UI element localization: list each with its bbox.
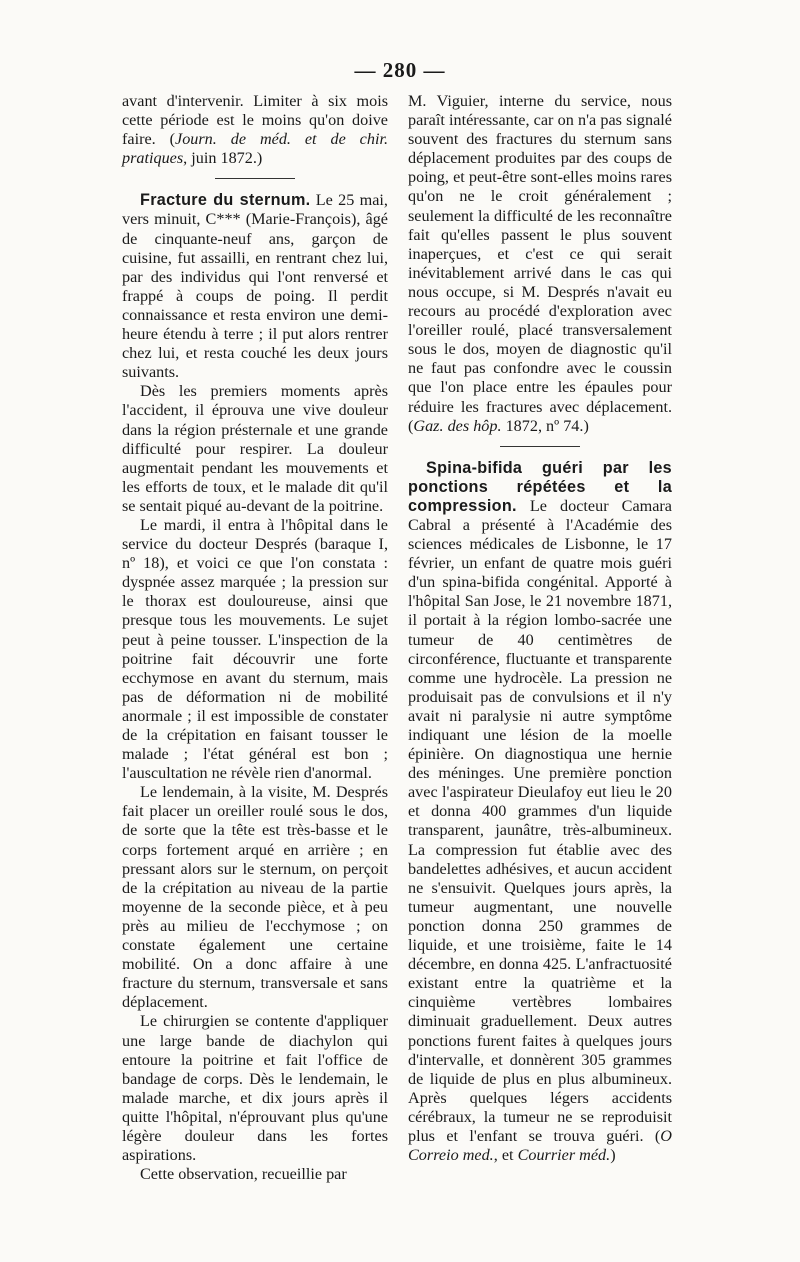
paragraph: Le chirurgien se contente d'appliquer une large bande de diachylon qui entoure la poitrine et fait l'office de bandage de corps. Dès le lendemain, le malade marche, et dix jours après il quitte l'hôpital, n'éprouvant plus qu'une légère douleur dans les fortes aspirations. <box>122 1012 388 1165</box>
right-column <box>408 92 672 1165</box>
citation-source: Courrier méd. <box>517 1146 611 1165</box>
paragraph-text: avant d'intervenir. Limiter à six mois cette période est le moins qu'on doive faire. ( <box>122 92 388 149</box>
section-divider <box>215 178 295 179</box>
paragraph-text: Le 25 mai, vers minuit, C*** (Marie-François), âgé de cinquante-neuf ans, garçon de cuisine, fut assailli, en rentrant chez lui, par des individus qui l'ont renversé et frappé à coups de poing. Il perdit connaissance et resta environ une demi-heure étendu à terre ; il put alors rentrer chez lui, et resta couché les deux jours suivants. <box>122 191 388 382</box>
paragraph: Le mardi, il entra à l'hôpital dans le service du docteur Després (baraque I, nº 18), et voici ce que l'on constata : dyspnée assez marquée ; la pression sur le thorax est douloureuse, ainsi que presque tous les mouvements. Le sujet peut à peine tousser. L'inspection de la poitrine fait découvrir une forte ecchymose en avant du sternum, mais pas de déformation ni de mobilité anormale ; il est impossible de constater de la crépitation en faisant tousser le malade ; l'état général est bon ; l'auscultation ne révèle rien d'anormal. <box>122 515 388 783</box>
paragraph: Dès les premiers moments après l'accident, il éprouva une vive douleur dans la région présternale et une grande difficulté pour respirer. La douleur augmentait pendant les mouvements et les efforts de toux, et le malade dit qu'il se sentait piqué au-devant de la poitrine. <box>122 382 388 515</box>
paragraph: Cette observation, recueillie par <box>140 1165 347 1184</box>
paragraph <box>408 92 672 436</box>
citation-date: , juin 1872.) <box>183 149 263 168</box>
citation-source: O Correio med. <box>408 1126 672 1165</box>
section-heading-spina-bifida: Spina-bifida guéri par les ponctions répétées et la compression. <box>408 458 672 515</box>
paragraph-text: Le docteur Camara Cabral a présenté à l'Académie des sciences médicales de Lisbonne, le 17 février, un enfant de quatre mois guéri d'un spina-bifida congénital. Apporté à l'hôpital San Jose, le 21 novembre 1871, il portait à la région lombo-sacrée une tumeur de 40 centimètres de circonférence, fluctuante et transparente comme une hydrocèle. La pression ne produisait pas de convulsions et il n'y avait ni paralysie ni autre symptôme indiquant une lésion de la moelle épinière. On diagnostiqua une hernie des méninges. Une première ponction avec l'aspirateur Dieulafoy eut lieu le 20 et donna 400 grammes d'un liquide transparent, jaunâtre, très-albumineux. La compression fut établie avec des bandelettes adhésives, et aucun accident ne s'ensuivit. Quelques jours après, la tumeur augmentant, une nouvelle ponction donna 250 grammes de liquide, et une troisième, faite le 14 décembre, en donna 425. L'anfractuosité existant entre la quatrième et la cinquième vertèbres lombaires diminuait graduellement. Deux autres ponctions furent faites à quelques jours d'intervalle, et donnèrent 305 grammes de liquide de plus en plus albumineux. Après quelques légers accidents cérébraux, la tumeur ne se reproduisit plus et l'enfant se trouva guéri. ( <box>408 496 672 1145</box>
paragraph-text: M. Viguier, interne du service, nous paraît intéressante, car on n'a pas signalé souvent des fractures du sternum sans déplacement produites par des coups de poing, et peut-être sont-elles moins rares qu'on ne le croit généralement ; seulement la difficulté de les reconnaître fait qu'elles passent le plus souvent inaperçues, et c'est ce qui serait inévitablement arrivé dans le cas qui nous occupe, si M. Després n'avait eu recours au procédé d'exploration avec l'oreiller roulé, placé transversalement sous le dos, moyen de diagnostic qu'il ne faut pas confondre avec le coussin que l'on place entre les épaules pour réduire les fractures avec déplacement. ( <box>408 92 672 435</box>
citation-date: 1872, nº 74.) <box>501 416 589 435</box>
paragraph <box>408 459 672 1165</box>
citation-source: Journ. de méd. et de chir. pratiques <box>122 130 388 168</box>
page-number: — 280 — <box>354 58 446 82</box>
section-heading-fracture: Fracture du sternum. <box>140 191 311 210</box>
section-divider <box>500 446 580 447</box>
paragraph <box>122 92 388 168</box>
paragraph: Le lendemain, à la visite, M. Després fait placer un oreiller roulé sous le dos, de sorte que la tête est très-basse et le corps fortement arqué en arrière ; en pressant alors sur le sternum, on perçoit de la crépitation au niveau de la partie moyenne de la seconde pièce, et à peu près au milieu de l'ecchymose ; on constate également une certaine mobilité. On a donc affaire à une fracture du sternum, transversale et sans déplacement. <box>122 783 388 1012</box>
left-column <box>122 92 388 1184</box>
paragraph <box>122 191 388 382</box>
citation-source: Gaz. des hôp. <box>413 416 502 435</box>
paragraph-text: , et <box>493 1146 518 1165</box>
paragraph-text: ) <box>610 1146 616 1165</box>
